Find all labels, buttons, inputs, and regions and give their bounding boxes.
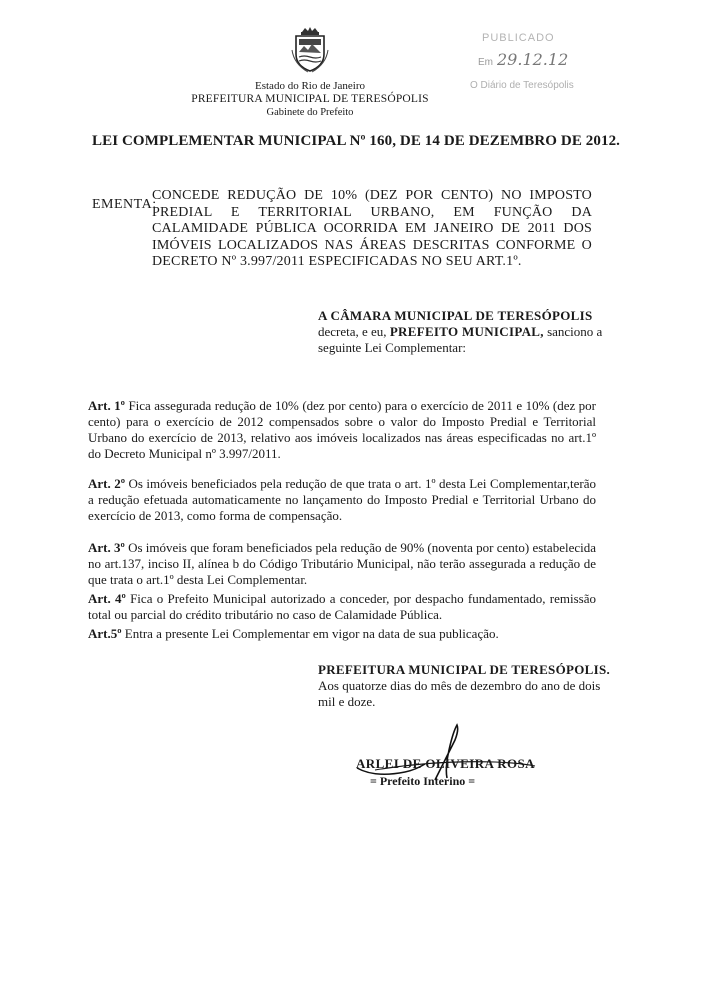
article-3 (88, 540, 596, 588)
article-text: Os imóveis que foram beneficiados pela redução de 90% (noventa por cento) estabelecida no art.137, inciso II, alínea b do Código Tributário Municipal, não terão assegurada a redução de que trata o art.1º desta Lei Complementar. (88, 540, 597, 587)
camara-name: A CÂMARA MUNICIPAL DE TERESÓPOLIS (318, 308, 593, 323)
article-2 (88, 476, 596, 524)
article-label: Art. 2º (88, 476, 126, 491)
article-4 (88, 591, 596, 623)
article-text: Os imóveis beneficiados pela redução de que trata o art. 1º desta Lei Complementar,terão a redução efetuada automaticamente no lançamento do Imposto Predial e Territorial Urbano do exercício de 2013, como forma de compensação. (88, 476, 596, 523)
article-label: Art. 3º (88, 540, 125, 555)
signer-name: ARLEI DE OLIVEIRA ROSA (356, 756, 535, 771)
ementa-label: EMENTA: (92, 197, 157, 212)
closing-block (318, 662, 618, 710)
stamp-newspaper: O Diário de Teresópolis (470, 80, 574, 91)
publication-stamp (470, 32, 600, 102)
article-text: Fica assegurada redução de 10% (dez por cento) para o exercício de 2011 e 10% (dez por cento) para o exercício de 2012 compensados sobre o valor do Imposto Predial e Territorial Urbano do exercício de 2013, relativo aos imóveis localizados nas áreas especificadas no art.1º do Decreto Municipal nº 3.997/2011. (88, 398, 597, 461)
article-label: Art. 1º (88, 398, 125, 413)
enactment-sanciono: sanciono a seguinte Lei Complementar: (318, 324, 603, 355)
ementa-text: CONCEDE REDUÇÃO DE 10% (DEZ POR CENTO) NO IMPOSTO PREDIAL E TERRITORIAL URBANO, EM FUNÇÃO DA CALAMIDADE PÚBLICA OCORRIDA EM JANEIRO DE 2011 DOS IMÓVEIS LOCALIZADOS NAS ÁREAS DESCRITAS CONFORME O DECRETO Nº 3.997/2011 ESPECIFICADAS NO SEU ART.1º. (152, 188, 592, 269)
header-state: Estado do Rio de Janeiro (255, 80, 365, 92)
article-5 (88, 626, 596, 642)
municipal-coat-of-arms (290, 26, 330, 74)
article-text: Entra a presente Lei Complementar em vigor na data de sua publicação. (124, 626, 499, 641)
article-text: Fica o Prefeito Municipal autorizado a conceder, por despacho fundamentado, remissão total ou parcial do crédito tributário no caso de Calamidade Pública. (88, 591, 597, 622)
signer-role: = Prefeito Interino = (370, 774, 476, 788)
closing-prefeitura: PREFEITURA MUNICIPAL DE TERESÓPOLIS. (318, 662, 611, 677)
article-label: Art.5º (88, 626, 122, 641)
article-label: Art. 4º (88, 591, 126, 606)
stamp-date-label: Em (478, 57, 493, 68)
stamp-published: PUBLICADO (482, 32, 555, 44)
header-gabinete: Gabinete do Prefeito (266, 107, 354, 118)
stamp-date-line (478, 50, 568, 69)
header-prefeitura: PREFEITURA MUNICIPAL DE TERESÓPOLIS (191, 93, 429, 105)
law-title: LEI COMPLEMENTAR MUNICIPAL Nº 160, DE 14 DE DEZEMBRO DE 2012. (92, 133, 621, 149)
closing-date: Aos quatorze dias do mês de dezembro do ano de dois mil e doze. (318, 678, 601, 709)
enactment-text (318, 324, 618, 356)
enactment-prefeito: PREFEITO MUNICIPAL, (389, 324, 544, 339)
article-1 (88, 398, 596, 462)
enactment-clause (318, 308, 618, 356)
enactment-decreta: decreta, e eu, (318, 324, 387, 339)
stamp-date: 29.12.12 (497, 50, 569, 69)
